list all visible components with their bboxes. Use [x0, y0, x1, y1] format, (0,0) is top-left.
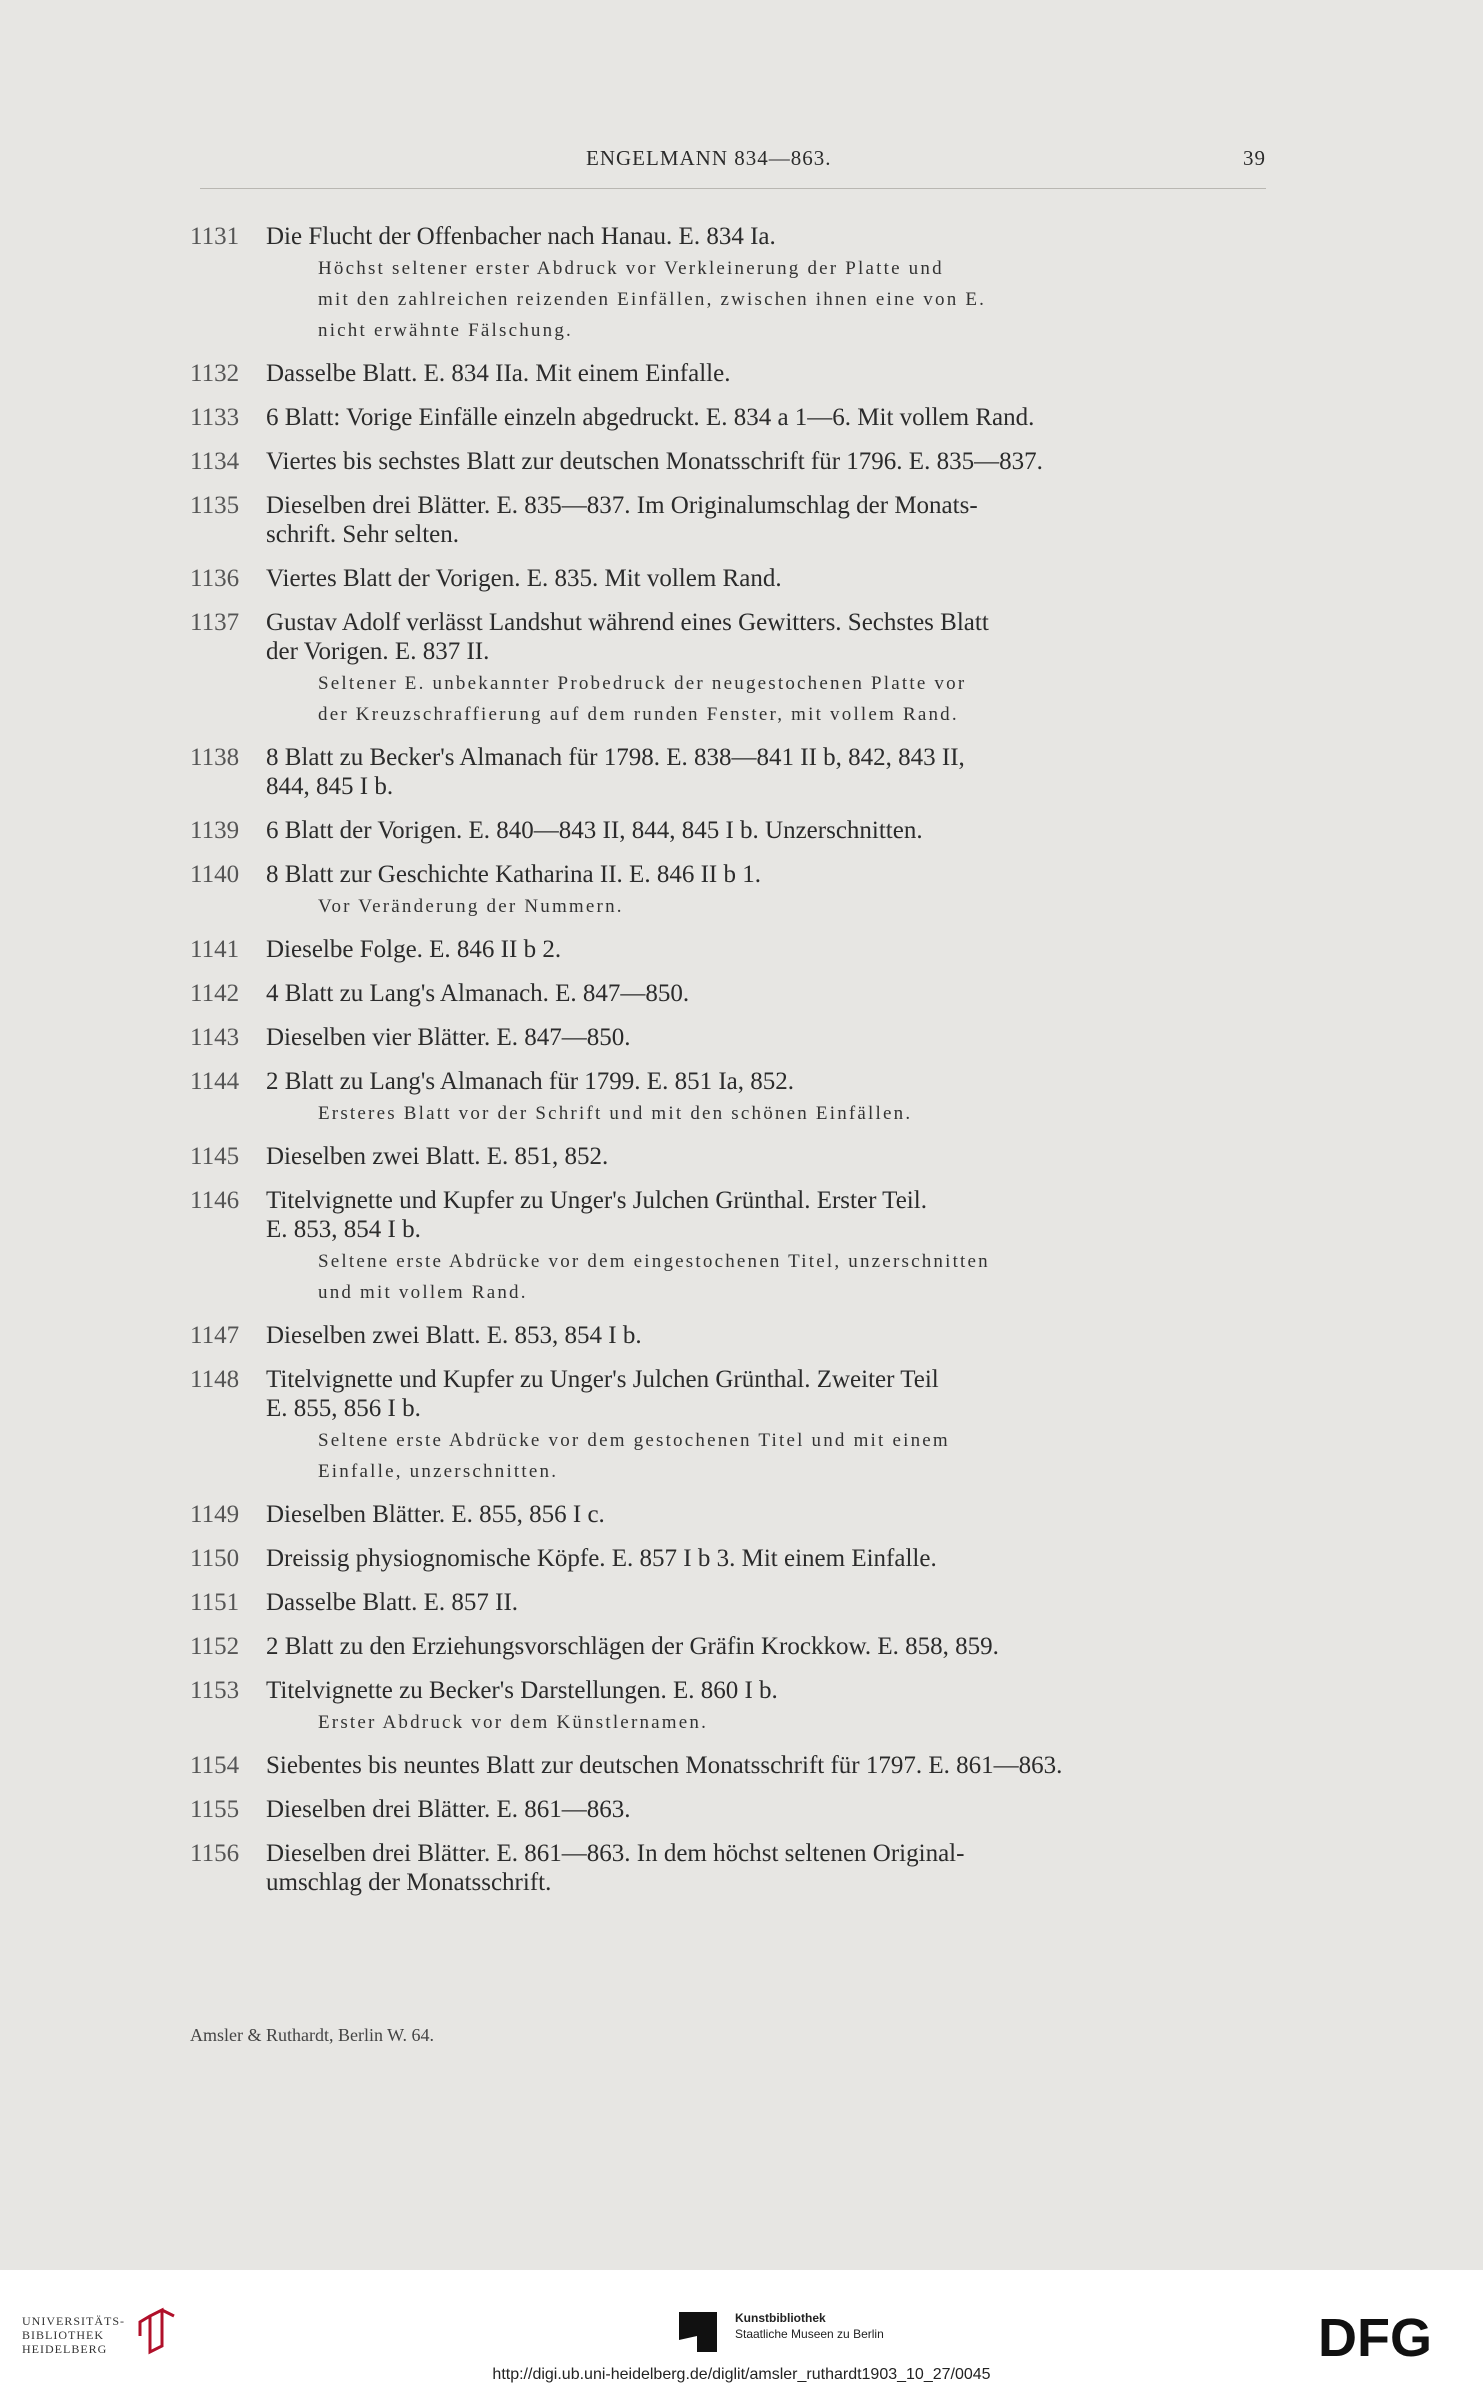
entry-text-line: [190, 608, 1270, 637]
entry-text: Titelvignette und Kupfer zu Unger's Julchen Grünthal. Erster Teil.: [266, 1187, 927, 1214]
catalog-entry: [190, 1839, 1270, 1897]
entry-number: 1133: [190, 404, 240, 431]
entry-text-line: [190, 1751, 1270, 1780]
catalog-entry: [190, 403, 1270, 432]
entry-number: 1154: [190, 1752, 240, 1779]
entry-text-line: [190, 1394, 1270, 1423]
entry-note: Höchst seltener erster Abdruck vor Verkleinerung der Platte und: [318, 258, 944, 279]
catalog-entry: [190, 359, 1270, 388]
entry-text-line: [190, 403, 1270, 432]
entry-number: 1148: [190, 1366, 240, 1393]
entry-text-line: [190, 1500, 1270, 1529]
entry-note: Seltene erste Abdrücke vor dem gestochenen Titel und mit einem: [318, 1430, 950, 1451]
entry-note: Vor Veränderung der Nummern.: [318, 896, 624, 917]
entry-text-line: [190, 860, 1270, 889]
entry-text: Dreissig physiognomische Köpfe. E. 857 I b 3. Mit einem Einfalle.: [266, 1545, 937, 1572]
entry-note: nicht erwähnte Fälschung.: [318, 320, 573, 341]
entry-text: Viertes Blatt der Vorigen. E. 835. Mit vollem Rand.: [266, 565, 782, 592]
entry-text: Gustav Adolf verlässt Landshut während eines Gewitters. Sechstes Blatt: [266, 609, 989, 636]
entry-number: 1137: [190, 609, 240, 636]
entry-text-line: [190, 1676, 1270, 1705]
entry-text: 8 Blatt zu Becker's Almanach für 1798. E. 838—841 II b, 842, 843 II,: [266, 744, 965, 771]
entry-text: 844, 845 I b.: [266, 773, 394, 800]
entry-text-line: [190, 637, 1270, 666]
entry-text-line: [190, 979, 1270, 1008]
entry-text: Viertes bis sechstes Blatt zur deutschen Monatsschrift für 1796. E. 835—837.: [266, 448, 1043, 475]
entry-note: Erster Abdruck vor dem Künstlernamen.: [318, 1712, 709, 1733]
entry-text: Titelvignette zu Becker's Darstellungen. E. 860 I b.: [266, 1677, 778, 1704]
catalog-entry: [190, 1186, 1270, 1306]
entry-number: 1131: [190, 223, 240, 250]
entry-text-line: [190, 1868, 1270, 1897]
entry-number: 1132: [190, 360, 240, 387]
entry-text: 2 Blatt zu den Erziehungsvorschlägen der Gräfin Krockkow. E. 858, 859.: [266, 1633, 999, 1660]
dfg-logo: [1318, 2310, 1458, 2362]
entry-text-line: [190, 1544, 1270, 1573]
entry-number: 1149: [190, 1501, 240, 1528]
catalog-entry: [190, 1795, 1270, 1824]
entry-number: 1140: [190, 861, 240, 888]
entry-text-line: [190, 1186, 1270, 1215]
entry-number: 1147: [190, 1322, 240, 1349]
entry-text: 8 Blatt zur Geschichte Katharina II. E. 846 II b 1.: [266, 861, 761, 888]
entry-text-line: [190, 1839, 1270, 1868]
entry-number: 1152: [190, 1633, 240, 1660]
entry-number: 1145: [190, 1143, 240, 1170]
catalog-entry: [190, 1500, 1270, 1529]
dfg-text: DFG: [1318, 2310, 1432, 2362]
catalog-entry: [190, 1067, 1270, 1127]
entry-note: Seltener E. unbekannter Probedruck der neugestochenen Platte vor: [318, 673, 967, 694]
entry-text: Dasselbe Blatt. E. 857 II.: [266, 1589, 519, 1616]
university-line: UNIVERSITÄTS-: [22, 2314, 125, 2328]
entry-text: E. 855, 856 I b.: [266, 1395, 421, 1422]
university-line: BIBLIOTHEK: [22, 2328, 104, 2342]
catalog-entry: [190, 1142, 1270, 1171]
running-header: [586, 146, 1266, 176]
catalog-entry: [190, 1365, 1270, 1485]
catalog-entry: [190, 935, 1270, 964]
entry-number: 1151: [190, 1589, 240, 1616]
entry-text: 6 Blatt: Vorige Einfälle einzeln abgedruckt. E. 834 a 1—6. Mit vollem Rand.: [266, 404, 1035, 431]
entry-text: Dieselbe Folge. E. 846 II b 2.: [266, 936, 562, 963]
entry-note: der Kreuzschraffierung auf dem runden Fenster, mit vollem Rand.: [318, 704, 959, 725]
entry-number: 1136: [190, 565, 240, 592]
entry-number: 1138: [190, 744, 240, 771]
entry-text: Dieselben Blätter. E. 855, 856 I c.: [266, 1501, 605, 1528]
catalog-entry: [190, 860, 1270, 920]
catalog-entry: [190, 608, 1270, 728]
page-number: 39: [1243, 146, 1266, 170]
entry-number: 1142: [190, 980, 240, 1007]
catalog-entry: [190, 447, 1270, 476]
entry-text-line: [190, 816, 1270, 845]
catalog-entry: [190, 1676, 1270, 1736]
entry-text: Siebentes bis neuntes Blatt zur deutschen Monatsschrift für 1797. E. 861—863.: [266, 1752, 1063, 1779]
entry-number: 1156: [190, 1840, 240, 1867]
catalog-entry: [190, 743, 1270, 801]
entry-number: 1143: [190, 1024, 240, 1051]
catalog-entries: [190, 222, 1270, 1912]
catalog-entry: [190, 979, 1270, 1008]
entry-text-line: [190, 1067, 1270, 1096]
entry-number: 1135: [190, 492, 240, 519]
kb-title: Kunstbibliothek: [735, 2311, 826, 2325]
entry-text: Die Flucht der Offenbacher nach Hanau. E. 834 Ia.: [266, 223, 776, 250]
entry-text: Titelvignette und Kupfer zu Unger's Julchen Grünthal. Zweiter Teil: [266, 1366, 939, 1393]
entry-text-line: [190, 520, 1270, 549]
university-line: HEIDELBERG: [22, 2342, 108, 2356]
entry-note: mit den zahlreichen reizenden Einfällen, zwischen ihnen eine von E.: [318, 289, 987, 310]
entry-text: Dieselben vier Blätter. E. 847—850.: [266, 1024, 631, 1051]
permalink-url[interactable]: http://digi.ub.uni-heidelberg.de/diglit/amsler_ruthardt1903_10_27/0045: [492, 2366, 991, 2383]
entry-text: E. 853, 854 I b.: [266, 1216, 421, 1243]
entry-text-line: [190, 1321, 1270, 1350]
entry-text: schrift. Sehr selten.: [266, 521, 460, 548]
entry-text-line: [190, 1215, 1270, 1244]
kb-subtitle: Staatliche Museen zu Berlin: [735, 2327, 884, 2341]
catalog-entry: [190, 1321, 1270, 1350]
entry-number: 1141: [190, 936, 240, 963]
entry-number: 1153: [190, 1677, 240, 1704]
university-logo-icon: [132, 2306, 178, 2358]
entry-text-line: [190, 222, 1270, 251]
entry-number: 1150: [190, 1545, 240, 1572]
university-library-name: [22, 2314, 125, 2356]
entry-text: Dieselben drei Blätter. E. 861—863.: [266, 1796, 631, 1823]
digitization-footer: [0, 2270, 1483, 2389]
entry-text: der Vorigen. E. 837 II.: [266, 638, 490, 665]
catalog-entry: [190, 1544, 1270, 1573]
entry-text: Dasselbe Blatt. E. 834 IIa. Mit einem Einfalle.: [266, 360, 731, 387]
catalog-entry: [190, 816, 1270, 845]
entry-number: 1139: [190, 817, 240, 844]
entry-note: Einfalle, unzerschnitten.: [318, 1461, 559, 1482]
entry-text: Dieselben zwei Blatt. E. 853, 854 I b.: [266, 1322, 642, 1349]
entry-text-line: [190, 772, 1270, 801]
header-title: ENGELMANN 834—863.: [586, 146, 832, 170]
printer-imprint: Amsler & Ruthardt, Berlin W. 64.: [190, 2025, 434, 2045]
entry-text-line: [190, 359, 1270, 388]
entry-text-line: [190, 447, 1270, 476]
header-rule: [200, 188, 1266, 189]
entry-text-line: [190, 1023, 1270, 1052]
entry-note: Ersteres Blatt vor der Schrift und mit den schönen Einfällen.: [318, 1103, 913, 1124]
catalog-entry: [190, 1023, 1270, 1052]
entry-text: 4 Blatt zu Lang's Almanach. E. 847—850.: [266, 980, 690, 1007]
entry-number: 1134: [190, 448, 240, 475]
entry-text: umschlag der Monatsschrift.: [266, 1869, 552, 1896]
entry-note: Seltene erste Abdrücke vor dem eingestochenen Titel, unzerschnitten: [318, 1251, 990, 1272]
catalog-entry: [190, 564, 1270, 593]
kunstbibliothek-logo-icon: [675, 2310, 721, 2356]
entry-number: 1155: [190, 1796, 240, 1823]
entry-text-line: [190, 743, 1270, 772]
entry-number: 1144: [190, 1068, 240, 1095]
catalog-entry: [190, 1751, 1270, 1780]
entry-text-line: [190, 491, 1270, 520]
entry-text: Dieselben drei Blätter. E. 835—837. Im Originalumschlag der Monats-: [266, 492, 978, 519]
entry-text-line: [190, 1588, 1270, 1617]
entry-text-line: [190, 935, 1270, 964]
catalog-entry: [190, 222, 1270, 344]
catalog-entry: [190, 491, 1270, 549]
entry-note: und mit vollem Rand.: [318, 1282, 528, 1303]
entry-text-line: [190, 1365, 1270, 1394]
entry-text: Dieselben drei Blätter. E. 861—863. In dem höchst seltenen Original-: [266, 1840, 965, 1867]
entry-text: 2 Blatt zu Lang's Almanach für 1799. E. 851 Ia, 852.: [266, 1068, 795, 1095]
entry-text-line: [190, 1632, 1270, 1661]
entry-text: 6 Blatt der Vorigen. E. 840—843 II, 844, 845 I b. Unzerschnitten.: [266, 817, 923, 844]
entry-text-line: [190, 1142, 1270, 1171]
entry-text-line: [190, 1795, 1270, 1824]
entry-text-line: [190, 564, 1270, 593]
entry-text: Dieselben zwei Blatt. E. 851, 852.: [266, 1143, 609, 1170]
catalog-entry: [190, 1632, 1270, 1661]
kunstbibliothek-label: [735, 2310, 884, 2342]
entry-number: 1146: [190, 1187, 240, 1214]
catalog-entry: [190, 1588, 1270, 1617]
